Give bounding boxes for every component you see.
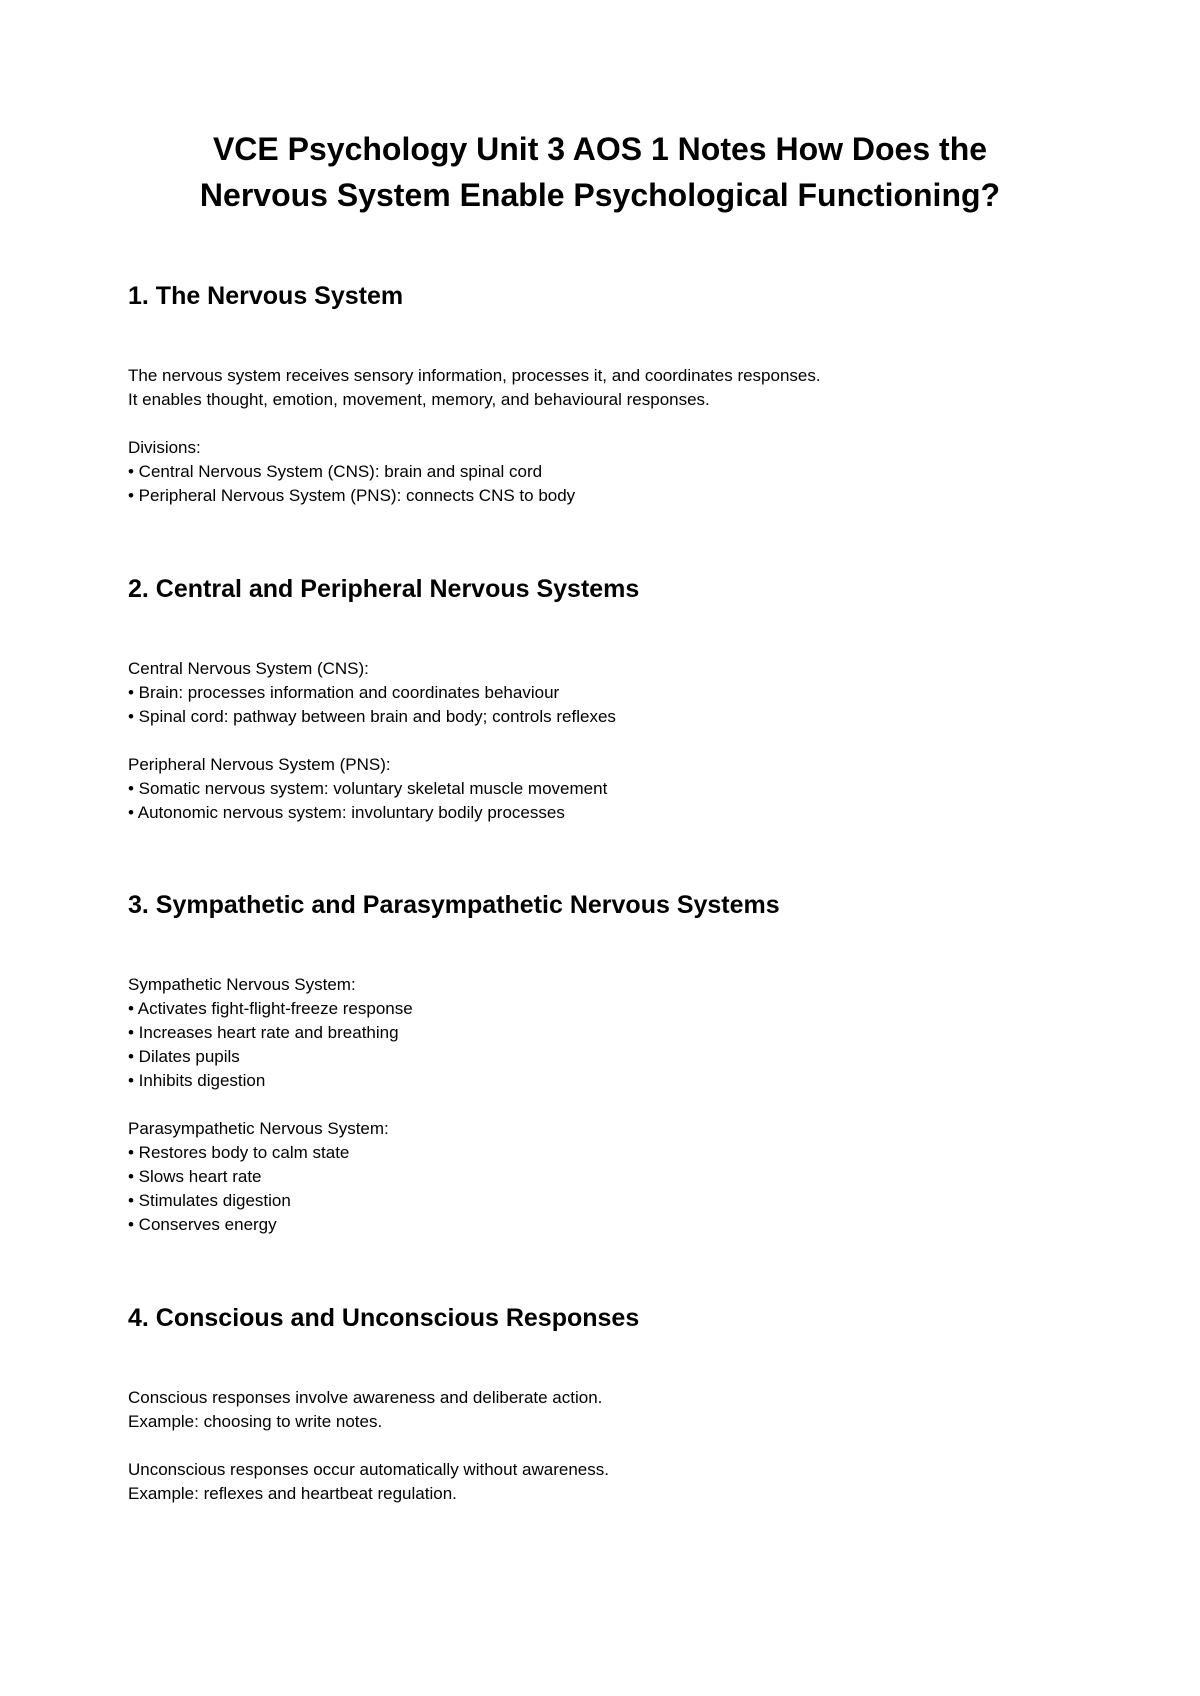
paragraph [128, 1386, 1128, 1434]
paragraph [128, 1458, 1128, 1506]
list-item: • Brain: processes information and coordinates behaviour [128, 683, 560, 702]
list-item: • Somatic nervous system: voluntary skeletal muscle movement [128, 779, 608, 798]
section-heading: 4. Conscious and Unconscious Responses [128, 1304, 640, 1332]
list-item: • Restores body to calm state [128, 1143, 350, 1162]
list-item: • Autonomic nervous system: involuntary bodily processes [128, 803, 565, 822]
section-nervous-system [128, 280, 1128, 508]
list-label: Central Nervous System (CNS): [128, 659, 369, 678]
list-label: Peripheral Nervous System (PNS): [128, 755, 391, 774]
text-line: Unconscious responses occur automatically without awareness. [128, 1460, 609, 1479]
list-label: Divisions: [128, 438, 201, 457]
list-label: Sympathetic Nervous System: [128, 975, 356, 994]
section-body [128, 657, 1128, 825]
page-title-line-2: Nervous System Enable Psychological Functioning? [199, 177, 1001, 213]
text-line: Conscious responses involve awareness and deliberate action. [128, 1388, 603, 1407]
text-line: It enables thought, emotion, movement, memory, and behavioural responses. [128, 390, 710, 409]
list-item: • Stimulates digestion [128, 1191, 291, 1210]
section-sympathetic-parasympathetic [128, 889, 1128, 1237]
section-body [128, 1386, 1128, 1506]
page-title-line-1: VCE Psychology Unit 3 AOS 1 Notes How Does the [212, 131, 988, 167]
section-heading: 2. Central and Peripheral Nervous Systems [128, 575, 640, 603]
text-line: Example: reflexes and heartbeat regulation. [128, 1484, 457, 1503]
text-line: The nervous system receives sensory information, processes it, and coordinates responses. [128, 366, 821, 385]
paragraph [128, 436, 1128, 508]
list-item: • Peripheral Nervous System (PNS): connects CNS to body [128, 486, 576, 505]
list-item: • Central Nervous System (CNS): brain and spinal cord [128, 462, 543, 481]
section-heading: 1. The Nervous System [128, 282, 404, 310]
list-item: • Activates fight-flight-freeze response [128, 999, 413, 1018]
section-heading: 3. Sympathetic and Parasympathetic Nervous Systems [128, 891, 780, 919]
list-item: • Slows heart rate [128, 1167, 262, 1186]
section-body [128, 364, 1128, 508]
page-title [100, 126, 1100, 218]
list-item: • Dilates pupils [128, 1047, 240, 1066]
paragraph [128, 657, 1128, 729]
paragraph [128, 753, 1128, 825]
text-line: Example: choosing to write notes. [128, 1412, 383, 1431]
list-item: • Spinal cord: pathway between brain and body; controls reflexes [128, 707, 616, 726]
paragraph [128, 1117, 1128, 1237]
list-item: • Conserves energy [128, 1215, 277, 1234]
section-central-peripheral [128, 573, 1128, 825]
paragraph [128, 364, 1128, 412]
section-conscious-unconscious [128, 1302, 1128, 1506]
list-item: • Inhibits digestion [128, 1071, 266, 1090]
paragraph [128, 973, 1128, 1093]
section-body [128, 973, 1128, 1237]
list-label: Parasympathetic Nervous System: [128, 1119, 389, 1138]
list-item: • Increases heart rate and breathing [128, 1023, 399, 1042]
